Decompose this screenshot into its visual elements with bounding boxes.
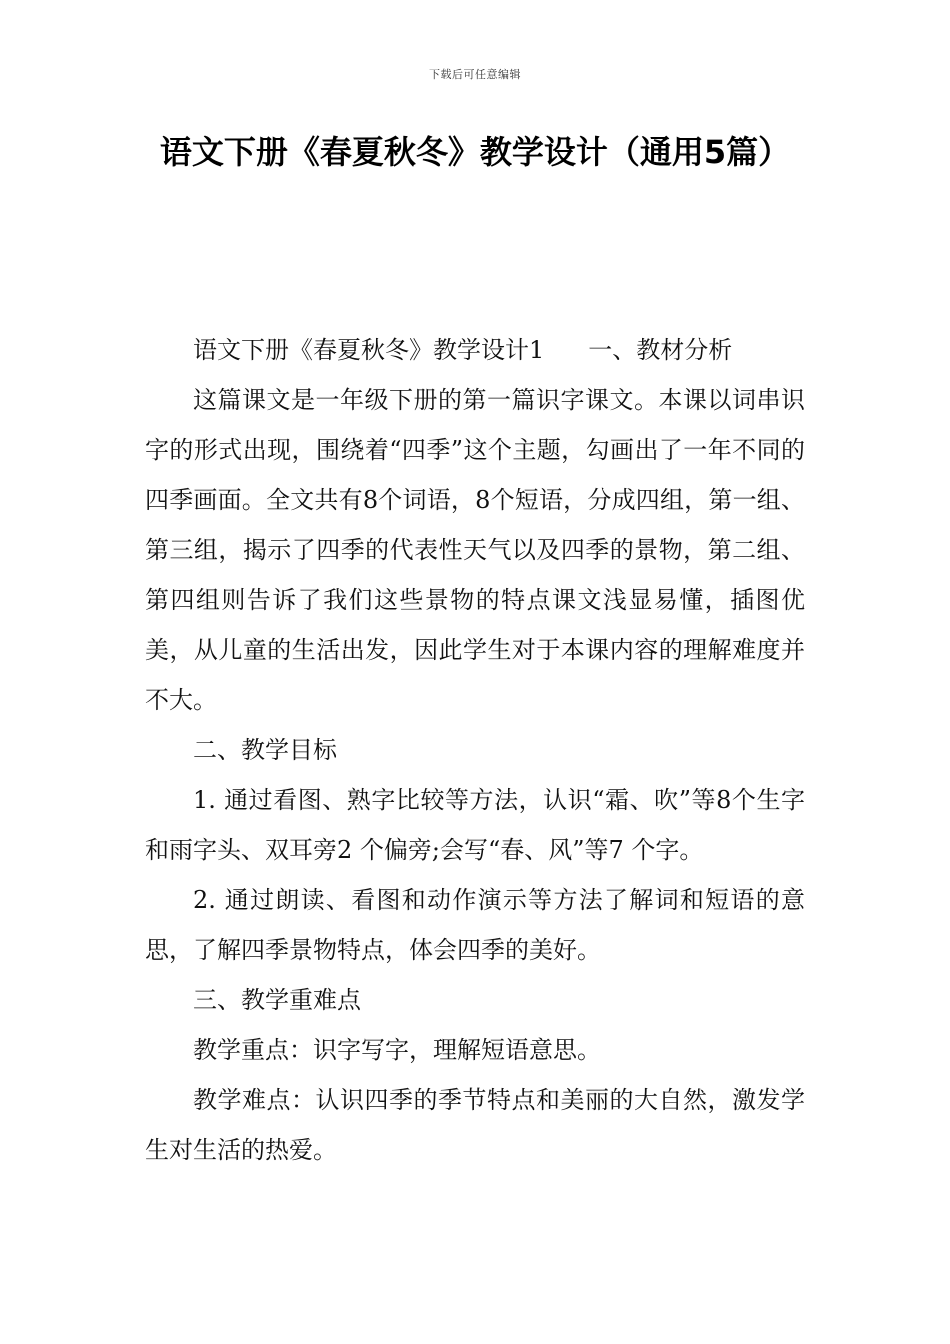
section-heading-key-points: 三、教学重难点 [193, 986, 361, 1014]
section-heading-analysis: 一、教材分析 [588, 336, 733, 364]
document-title: 语文下册《春夏秋冬》教学设计（通用5篇） [159, 133, 791, 171]
paragraph-analysis: 这篇课文是一年级下册的第一篇识字课文。本课以词串识字的形式出现，围绕着“四季”这个主题，勾画出了一年不同的四季画面。全文共有8个词语，8个短语，分成四组，第一组、第三组，揭示了四季的代表性天气以及四季的景物，第二组、第四组则告诉了我们这些景物的特点课文浅显易懂，插图优美，从儿童的生活出发，因此学生对于本课内容的理解难度并不大。 [145, 386, 805, 714]
paragraph-goal-2: 2. 通过朗读、看图和动作演示等方法了解词和短语的意思，了解四季景物特点，体会四季的美好。 [145, 886, 805, 964]
design-heading-line [145, 325, 805, 375]
paragraph-difficult-point: 教学难点：认识四季的季节特点和美丽的大自然，激发学生对生活的热爱。 [145, 1086, 805, 1164]
paragraph-key-point: 教学重点：识字写字，理解短语意思。 [193, 1036, 601, 1064]
paragraph-goal-1: 1. 通过看图、熟字比较等方法，认识“霜、吹”等8个生字和雨字头、双耳旁2 个偏旁;会写“春、风”等7 个字。 [145, 786, 805, 864]
section-heading-goals: 二、教学目标 [193, 736, 337, 764]
header-note: 下载后可任意编辑 [429, 68, 521, 81]
document-body [145, 325, 805, 1175]
design-title: 语文下册《春夏秋冬》教学设计1 [193, 336, 545, 364]
